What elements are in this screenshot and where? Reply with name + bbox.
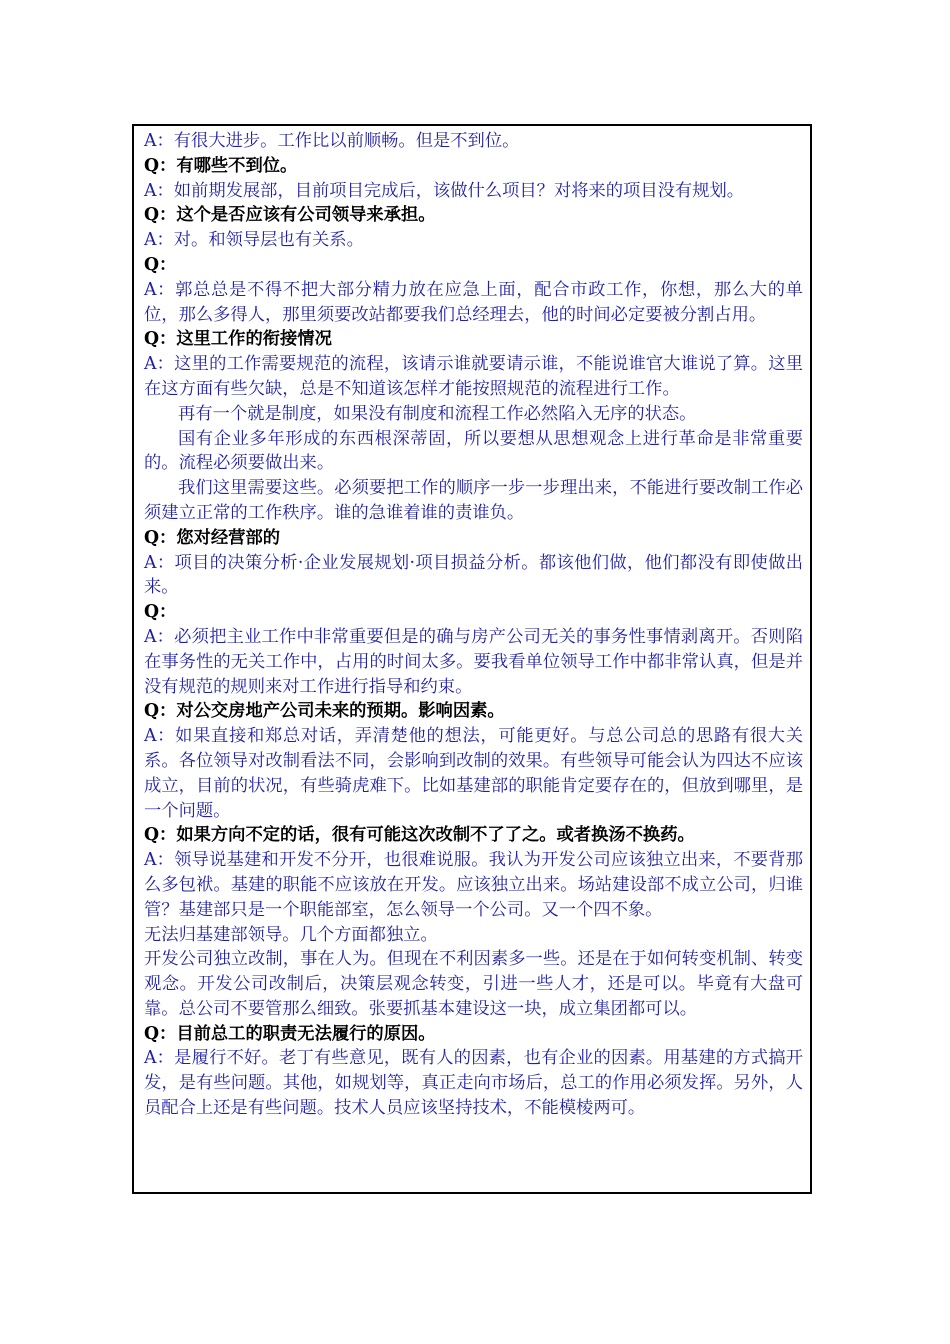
answer-line: A：有很大进步。工作比以前顺畅。但是不到位。: [144, 131, 520, 151]
question-line: Q：有哪些不到位。: [144, 155, 298, 176]
answer-paragraph: A：这里的工作需要规范的流程，该请示谁就要请示谁，不能说谁官大谁说了算。这里在这方面有些欠缺，总是不知道该怎样才能按照规范的流程进行工作。: [144, 354, 803, 399]
question-line: Q：目前总工的职责无法履行的原因。: [144, 1023, 436, 1044]
answer-indented-paragraph: 再有一个就是制度，如果没有制度和流程工作必然陷入无序的状态。: [178, 403, 697, 424]
answer-paragraph: A：郭总总是不得不把大部分精力放在应急上面，配合市政工作，你想，那么大的单位，那么多得人，那里须要改站都要我们总经理去，他的时间必定要被分割占用。: [144, 279, 803, 325]
question-line: Q：您对经营部的: [144, 527, 281, 548]
question-line: Q：这个是否应该有公司领导来承担。: [144, 205, 436, 226]
answer-paragraph: A：是履行不好。老丁有些意见，既有人的因素，也有企业的因素。用基建的方式搞开发，是有些问题。其他，如规划等，真正走向市场后，总工的作用必须发挥。另外，人员配合上还是有些问题。技术人员应该坚持技术，不能模棱两可。: [144, 1048, 803, 1119]
answer-paragraph: A：必须把主业工作中非常重要但是的确与房产公司无关的事务性事情剥离开。否则陷在事务性的无关工作中，占用的时间太多。要我看单位领导工作中都非常认真，但是并没有规范的规则来对工作进行指导和约束。: [144, 626, 803, 697]
answer-indented-paragraph: 国有企业多年形成的东西根深蒂固，所以要想从思想观念上进行革命是非常重要的。流程必须要做出来。: [144, 428, 803, 474]
answer-paragraph: A：领导说基建和开发不分开，也很难说服。我认为开发公司应该独立出来，不要背那么多包袱。基建的职能不应该放在开发。应该独立出来。场站建设部不成立公司，归谁管？基建部只是一个职能部室，怎么领导一个公司。又一个四不象。: [144, 850, 803, 920]
answer-paragraph: A：如果直接和郑总对话，弄清楚他的想法，可能更好。与总公司总的思路有很大关系。各位领导对改制看法不同，会影响到改制的效果。有些领导可能会认为四达不应该成立，目前的状况，有些骑虎难下。比如基建部的职能肯定要存在的，但放到哪里，是一个问题。: [144, 726, 803, 821]
question-line: Q：如果方向不定的话，很有可能这次改制不了了之。或者换汤不换药。: [144, 825, 695, 846]
question-line: Q：这里工作的衔接情况: [144, 329, 332, 350]
answer-line: A：如前期发展部，目前项目完成后，该做什么项目？对将来的项目没有规划。: [144, 180, 745, 201]
question-line: Q：: [144, 254, 177, 275]
interview-transcript-box: [132, 124, 812, 1194]
answer-indented-paragraph: 我们这里需要这些。必须要把工作的顺序一步一步理出来，不能进行要改制工作必须建立正常的工作秩序。谁的急谁着谁的责谁负。: [144, 478, 803, 523]
answer-line: A：对。和领导层也有关系。: [144, 230, 364, 251]
answer-paragraph: A：项目的决策分析·企业发展规划·项目损益分析。都该他们做，他们都没有即使做出来。: [144, 552, 803, 598]
question-line: Q：: [144, 602, 177, 623]
answer-paragraph: 无法归基建部领导。几个方面都独立。: [144, 924, 438, 945]
answer-paragraph: 开发公司独立改制，事在人为。但现在不利因素多一些。还是在于如何转变机制、转变观念。开发公司改制后，决策层观念转变，引进一些人才，还是可以。毕竟有大盘可靠。总公司不要管那么细致。张要抓基本建设这一块，成立集团都可以。: [144, 949, 803, 1019]
question-line: Q：对公交房地产公司未来的预期。影响因素。: [144, 701, 505, 722]
